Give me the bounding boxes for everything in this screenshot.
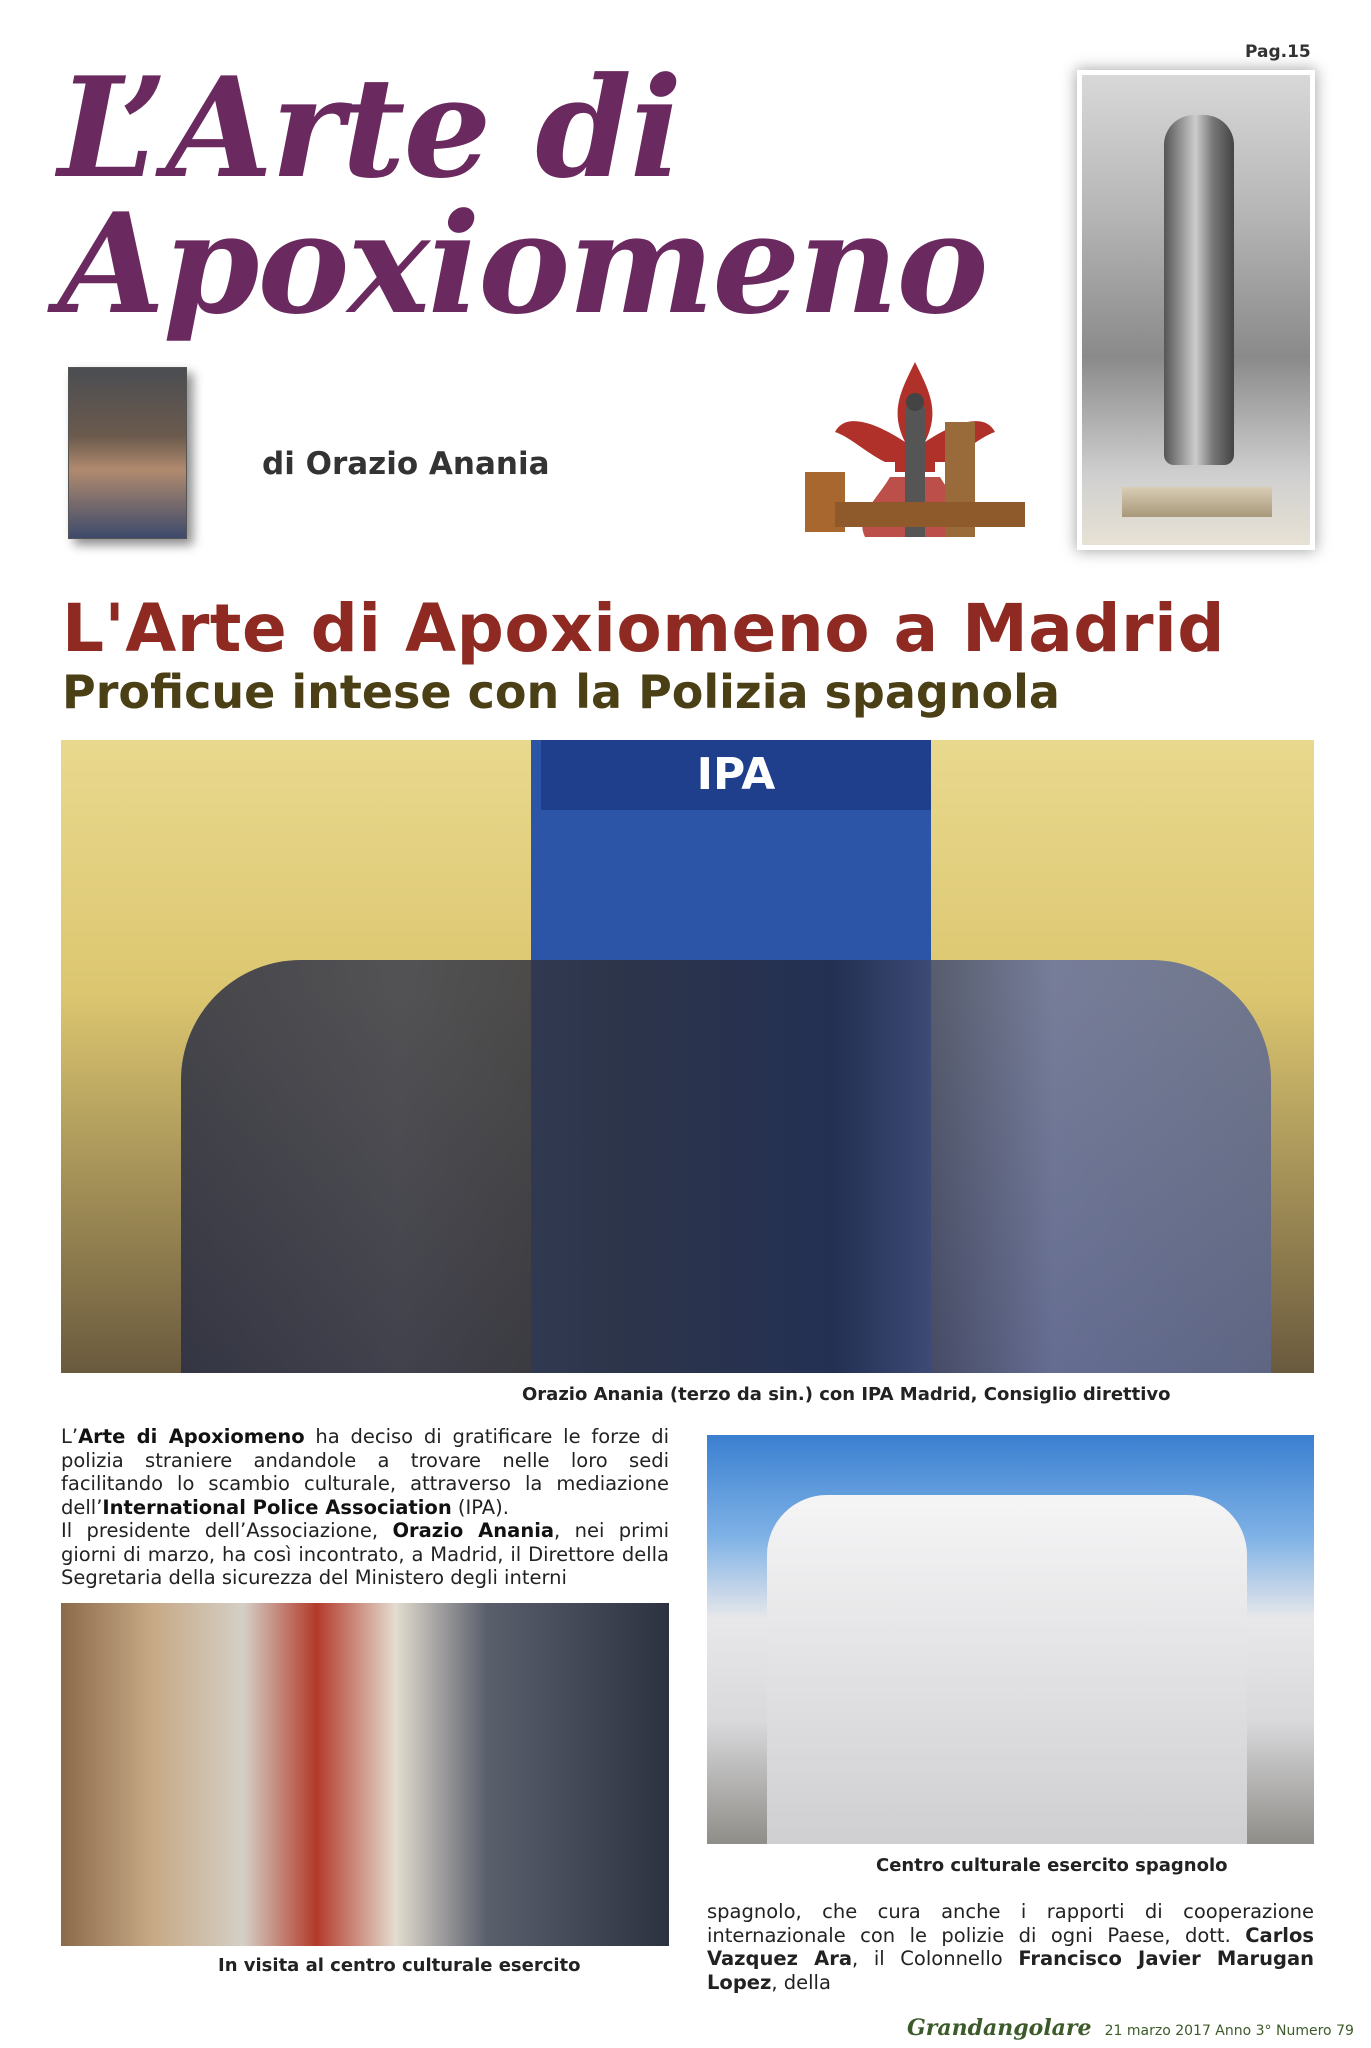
paragraph-1: L’Arte di Apoxiomeno ha deciso di gratificare le forze di polizia straniere andandole a trovare nelle loro sedi facilitando lo scambio culturale, attraverso la mediazione dell’International Police Association (IPA). [61, 1425, 669, 1519]
page-number: Pag.15 [1245, 42, 1311, 62]
byline: di Orazio Anania [262, 446, 550, 482]
florence-lily-logo [795, 352, 1035, 547]
cultural-center-building-photo [707, 1435, 1314, 1844]
main-photo-caption: Orazio Anania (terzo da sin.) con IPA Madrid, Consiglio direttivo [522, 1384, 1171, 1405]
statue-base [1122, 487, 1272, 517]
group-of-people [181, 960, 1271, 1373]
article-body-right [707, 1900, 1314, 1994]
issue-info: 21 marzo 2017 Anno 3° Numero 79 [1104, 2023, 1354, 2039]
article-subheadline: Proficue intese con la Polizia spagnola [62, 665, 1060, 719]
statue-figure [1164, 115, 1234, 465]
building-facade [767, 1495, 1247, 1844]
visit-cultural-center-photo [61, 1603, 669, 1946]
masthead-line-1: L’Arte di [58, 46, 681, 209]
masthead-line-2: Apoxiomeno [58, 182, 987, 345]
visit-photo-caption: In visita al centro culturale esercito [218, 1955, 581, 1976]
paragraph-3: spagnolo, che cura anche i rapporti di cooperazione internazionale con le polizie di ogni Paese, dott. Carlos Vazquez Ara, il Colonnello Francisco Javier Marugan Lopez, della [707, 1900, 1314, 1994]
article-headline: L'Arte di Apoxiomeno a Madrid [62, 590, 1225, 667]
article-body-left [61, 1425, 669, 1590]
ipa-banner: IPA [541, 740, 931, 810]
apoxyomenos-statue-photo [1082, 75, 1310, 545]
group-photo-ipa-madrid [61, 740, 1314, 1373]
author-portrait [68, 367, 187, 539]
publication-name: Grandangolare [907, 2015, 1092, 2041]
masthead-title [58, 46, 987, 345]
building-photo-caption: Centro culturale esercito spagnolo [876, 1855, 1228, 1876]
page-footer [907, 2015, 1354, 2041]
paragraph-2: Il presidente dell’Associazione, Orazio Anania, nei primi giorni di marzo, ha così incontrato, a Madrid, il Direttore della Segretaria della sicurezza del Ministero degli interni [61, 1519, 669, 1589]
